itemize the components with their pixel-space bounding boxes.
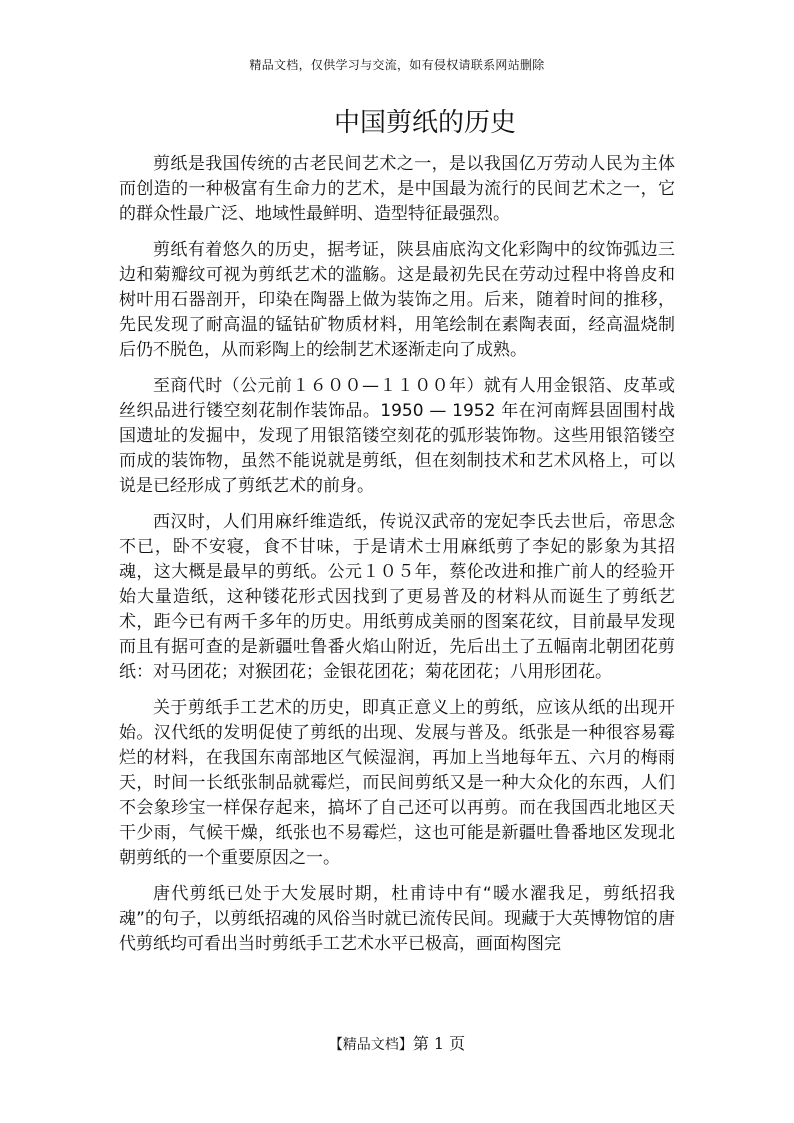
document-body: [119, 152, 675, 968]
footer-label: 【精品文档】: [328, 1037, 413, 1053]
page-footer: [0, 1034, 794, 1055]
paragraph-1: 剪纸是我国传统的古老民间艺术之一，是以我国亿万劳动人民为主体而创造的一种极富有生命力的艺术，是中国最为流行的民间艺术之一，它的群众性最广泛、地域性最鲜明、造型特征最强烈。: [119, 154, 675, 224]
paragraph-4: 西汉时，人们用麻纤维造纸，传说汉武帝的宠妃李氏去世后，帝思念不已，卧不安寝，食不甘味，于是请术士用麻纸剪了李妃的影象为其招魂，这大概是最早的剪纸。公元１０５年，蔡伦改进和推广前人的经验开始大量造纸，这种镂花形式因找到了更易普及的材料从而诞生了剪纸艺术，距今已有两千多年的历史。用纸剪成美丽的图案花纹，目前最早发现而且有据可查的是新疆吐鲁番火焰山附近，先后出土了五幅南北朝团花剪纸：对马团花；对猴团花；金银花团花；菊花团花；八用形团花。: [119, 512, 675, 682]
paragraph-5: 关于剪纸手工艺术的历史，即真正意义上的剪纸，应该从纸的出现开始。汉代纸的发明促使了剪纸的出现、发展与普及。纸张是一种很容易霉烂的材料，在我国东南部地区气候湿润，再加上当地每年五、六月的梅雨天，时间一长纸张制品就霉烂，而民间剪纸又是一种大众化的东西，人们不会象珍宝一样保存起来，搞坏了自己还可以再剪。而在我国西北地区天干少雨，气候干燥，纸张也不易霉烂，这也可能是新疆吐鲁番地区发现北朝剪纸的一个重要原因之一。: [119, 698, 675, 868]
paragraph-3: 至商代时（公元前１６００—１１００年）就有人用金银箔、皮革或丝织品进行镂空刻花制作装饰品。1950 — 1952 年在河南辉县固围村战国遗址的发掘中，发现了用银箔镂空刻花的弧形装饰物。这些用银箔镂空而成的装饰物，虽然不能说就是剪纸，但在刻制技术和艺术风格上，可以说是已经形成了剪纸艺术的前身。: [119, 376, 675, 496]
paragraph-6: 唐代剪纸已处于大发展时期，杜甫诗中有“暖水濯我足，剪纸招我魂”的句子，以剪纸招魂的风俗当时就已流传民间。现藏于大英博物馆的唐代剪纸均可看出当时剪纸手工艺术水平已极高，画面构图完: [119, 884, 675, 954]
document-title: 中国剪纸的历史: [333, 108, 516, 138]
paragraph-2: 剪纸有着悠久的历史，据考证，陕县庙底沟文化彩陶中的纹饰弧边三边和菊瓣纹可视为剪纸艺术的滥觞。这是最初先民在劳动过程中将兽皮和树叶用石器剖开，印染在陶器上做为装饰之用。后来，随着时间的推移，先民发现了耐高温的锰钴矿物质材料，用笔绘制在素陶表面，经高温烧制后仍不脱色，从而彩陶上的绘制艺术逐渐走向了成熟。: [119, 240, 675, 360]
page-number: 第 1 页: [412, 1034, 466, 1053]
header-disclaimer: 精品文档，仅供学习与交流，如有侵权请联系网站删除: [249, 58, 545, 72]
